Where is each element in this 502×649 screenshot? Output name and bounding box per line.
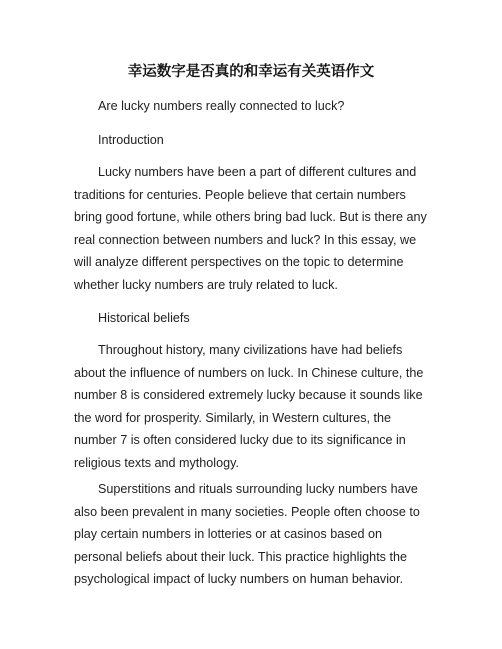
paragraph-historical-beliefs: Throughout history, many civilizations have had beliefs about the influence of numbers on luck. In Chinese culture, the number 8 is considered extremely lucky because it sounds like the word for prosperity. Similarly, in Western cultures, the number 7 is often considered lucky due to its significance in religious texts and mythology. [74, 343, 424, 470]
section-heading-historical-beliefs: Historical beliefs [98, 311, 190, 325]
section-heading-introduction: Introduction [98, 133, 164, 147]
question-paragraph: Are lucky numbers really connected to luck? [98, 99, 345, 113]
page-title: 幸运数字是否真的和幸运有关英语作文 [127, 64, 375, 80]
paragraph-introduction: Lucky numbers have been a part of different cultures and traditions for centuries. People believe that certain numbers bring good fortune, while others bring bad luck. But is there any real connection between numbers and luck? In this essay, we will analyze different perspectives on the topic to determine whether lucky numbers are truly related to luck. [74, 165, 427, 292]
paragraph-superstitions: Superstitions and rituals surrounding lucky numbers have also been prevalent in many societies. People often choose to play certain numbers in lotteries or at casinos based on personal beliefs about their luck. This practice highlights the psychological impact of lucky numbers on human behavior. [74, 482, 420, 587]
